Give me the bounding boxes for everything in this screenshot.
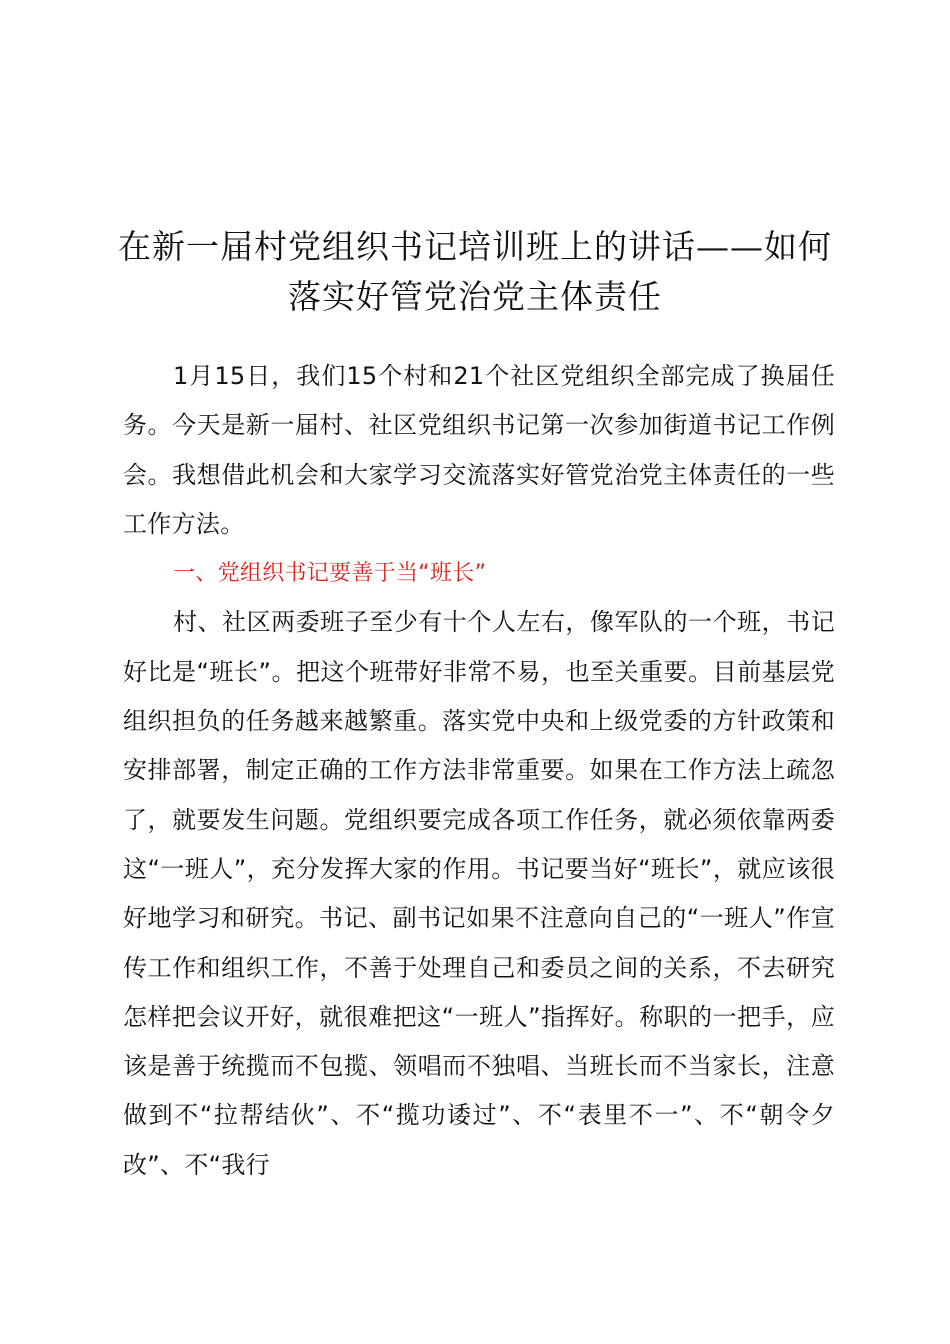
- section-paragraph: 村、社区两委班子至少有十个人左右，像军队的一个班，书记好比是“班长”。把这个班带好非常不易，也至关重要。目前基层党组织担负的任务越来越繁重。落实党中央和上级党委的方针政策和安排部署，制定正确的工作方法非常重要。如果在工作方法上疏忽了，就要发生问题。党组织要完成各项工作任务，就必须依靠两委这“一班人”，充分发挥大家的作用。书记要当好“班长”，就应该很好地学习和研究。书记、副书记如果不注意向自己的“一班人”作宣传工作和组织工作，不善于处理自己和委员之间的关系，不去研究怎样把会议开好，就很难把这“一班人”指挥好。称职的一把手，应该是善于统揽而不包揽、领唱而不独唱、当班长而不当家长，注意做到不“拉帮结伙”、不“揽功诿过”、不“表里不一”、不“朝令夕改”、不“我行: [123, 608, 835, 1179]
- section-heading: 一、党组织书记要善于当“班长”: [173, 561, 487, 587]
- document-body: [123, 352, 835, 1190]
- intro-paragraph: 1月15日，我们15个村和21个社区党组织全部完成了换届任务。今天是新一届村、社区党组织书记第一次参加街道书记工作例会。我想借此机会和大家学习交流落实好管党治党主体责任的一些工作方法。: [123, 362, 835, 538]
- document-title: 在新一届村党组织书记培训班上的讲话——如何落实好管党治党主体责任: [118, 227, 832, 316]
